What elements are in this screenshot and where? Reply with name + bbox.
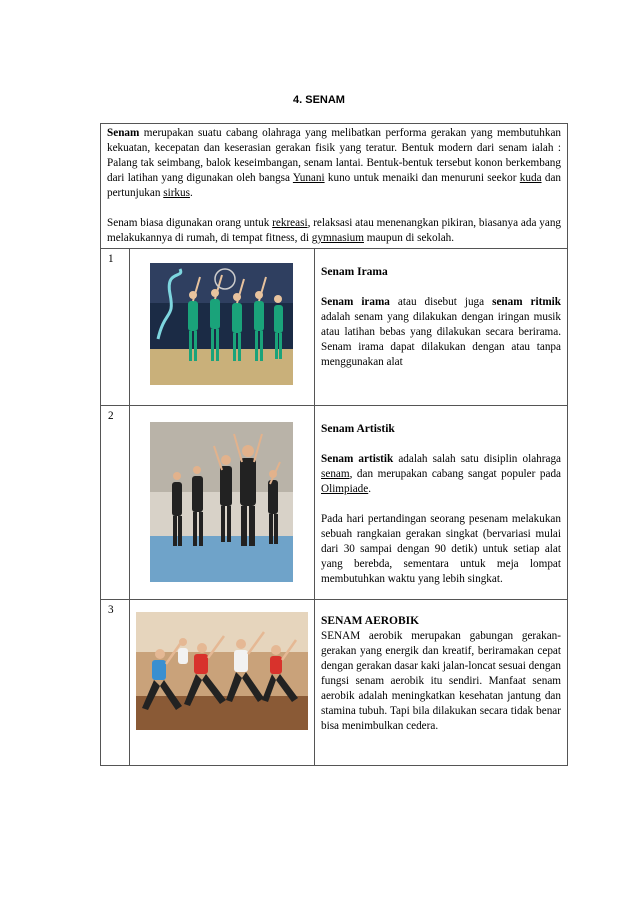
link-rekreasi[interactable]: rekreasi	[272, 217, 308, 229]
desc-text: atau disebut juga	[389, 296, 493, 308]
intro-paragraph-1	[107, 126, 561, 201]
row-number: 1	[101, 249, 130, 406]
intro-text: maupun di sekolah.	[363, 232, 455, 244]
row-description	[321, 452, 561, 497]
link-gymnasium[interactable]: gymnasium	[311, 232, 364, 244]
page-title: 4. SENAM	[293, 94, 345, 106]
image-cell	[130, 406, 315, 600]
table-row	[101, 249, 568, 406]
intro-text: Senam biasa digunakan orang untuk	[107, 217, 273, 229]
aerobic-gymnastics-photo	[130, 600, 315, 762]
link-olimpiade[interactable]: Olimpiade	[321, 483, 369, 495]
intro-text: dan pertunjukan	[107, 172, 561, 199]
desc-text: , dan merupakan cabang sangat populer pada	[349, 468, 561, 480]
row-number: 3	[101, 600, 130, 766]
description-cell	[315, 600, 568, 766]
image-cell	[130, 249, 315, 406]
link-senam[interactable]: senam	[321, 468, 350, 480]
row-heading: SENAM AEROBIK	[321, 615, 420, 627]
intro-cell	[101, 124, 568, 249]
term: Senam irama	[321, 296, 390, 308]
table-row	[101, 406, 568, 600]
desc-text: .	[368, 483, 372, 495]
image-cell	[130, 600, 315, 766]
intro-text: .	[189, 187, 193, 199]
row-heading: Senam Irama	[321, 266, 388, 278]
description-cell	[315, 249, 568, 406]
row-description	[321, 295, 561, 370]
intro-term: Senam	[107, 127, 140, 139]
term: senam ritmik	[492, 296, 562, 308]
row-heading: Senam Artistik	[321, 423, 395, 435]
row-number: 2	[101, 406, 130, 600]
intro-text: merupakan suatu cabang olahraga yang melibatkan performa gerakan yang membutuhkan kekuatan, kecepatan dan keserasian gerakan fisik yang teratur. Bentuk modern dari senam ialah : Palang tak seimbang, balok keseimbangan, senam lantai. Bentuk-bentuk tersebut konon berkembang dari latihan yang digunakan oleh bangsa	[107, 127, 561, 184]
row-description-2: Pada hari pertandingan seorang pesenam melakukan sebuah rangkaian gerakan singkat (bervariasi mulai dari 30 sampai dengan 90 detik) untuk setiap alat yang berebda, sementara untuk meja lompat membutuhkan waktu yang lebih singkat.	[321, 513, 561, 585]
link-yunani[interactable]: Yunani	[292, 172, 325, 184]
intro-paragraph-2	[107, 216, 561, 246]
row-description: SENAM aerobik merupakan gabungan gerakan-gerakan yang energik dan kreatif, beriramakan cepat dengan gerakan dasar kaki jalan-loncat sesuai dengan fungsi senam aerobik itu sendiri. Manfaat senam aerobik adalah meningkatkan kesehatan jantung dan stamina tubuh. Tapi bila dilakukan secara tidak benar bisa menimbulkan cedera.	[321, 630, 561, 732]
senam-table	[100, 123, 568, 766]
desc-text: adalah senam yang dilakukan dengan iringan musik atau latihan bebas yang dilakukan secara berirama. Senam irama dapat dilakukan dengan atau tanpa menggunakan alat	[321, 311, 561, 368]
rhythmic-gymnastics-photo	[130, 249, 315, 402]
desc-text: adalah salah satu disiplin olahraga	[393, 453, 562, 465]
artistic-gymnastics-photo	[130, 406, 315, 596]
table-row	[101, 600, 568, 766]
description-cell	[315, 406, 568, 600]
intro-text: , relaksasi atau menenangkan pikiran, biasanya ada yang melakukannya di rumah, di tempat fitness, di	[107, 217, 562, 244]
term: Senam artistik	[321, 453, 394, 465]
link-kuda[interactable]: kuda	[519, 172, 542, 184]
link-sirkus[interactable]: sirkus	[163, 187, 190, 199]
intro-text: kuno untuk menaiki dan menuruni seekor	[324, 172, 520, 184]
